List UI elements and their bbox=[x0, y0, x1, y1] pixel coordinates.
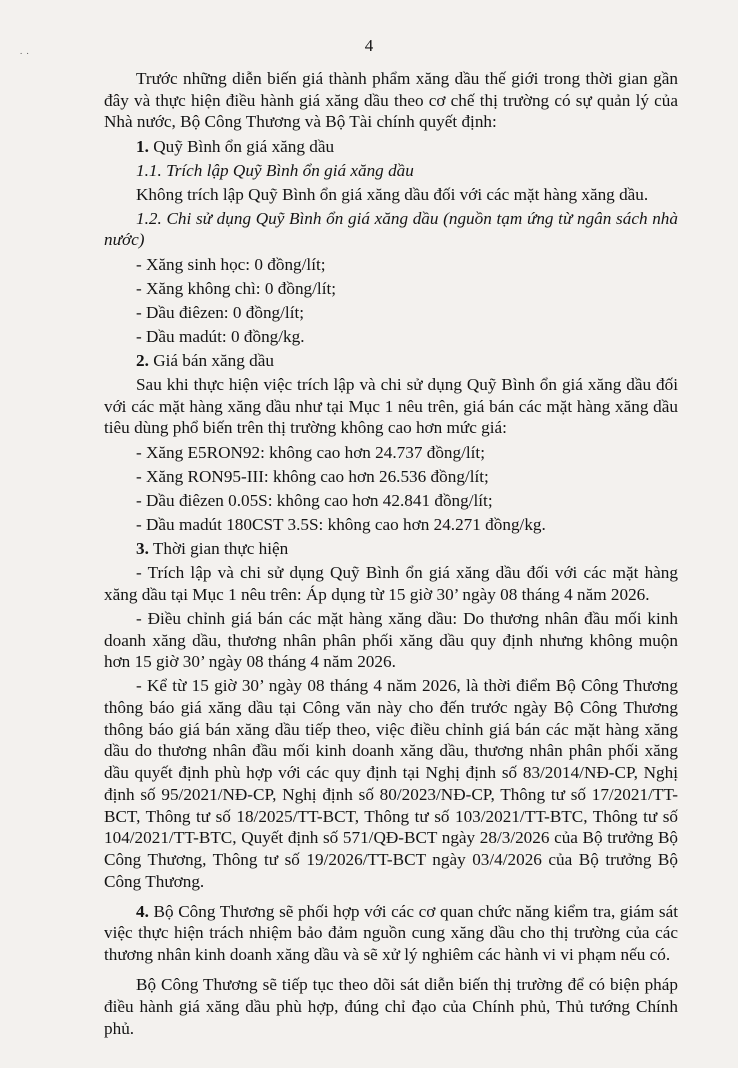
section-1-title: Quỹ Bình ổn giá xăng dầu bbox=[153, 136, 335, 156]
section-1-1-title: 1.1. Trích lập Quỹ Bình ổn giá xăng dầu bbox=[136, 160, 414, 180]
document-body bbox=[104, 68, 678, 1042]
price-item: - Xăng E5RON92: không cao hơn 24.737 đồng/lít; bbox=[136, 442, 485, 462]
section-1-item: - Dầu điêzen: 0 đồng/lít; bbox=[136, 302, 305, 322]
section-2-heading bbox=[104, 350, 678, 372]
price-item: - Dầu madút 180CST 3.5S: không cao hơn 24.271 đồng/kg. bbox=[136, 514, 546, 534]
section-4-paragraph bbox=[104, 901, 678, 966]
section-2-title: Giá bán xăng dầu bbox=[153, 350, 274, 370]
page-number: 4 bbox=[364, 36, 374, 55]
section-3-paragraph: - Trích lập và chi sử dụng Quỹ Bình ổn giá xăng dầu đối với các mặt hàng xăng dầu tại Mục 1 nêu trên: Áp dụng từ 15 giờ 30’ ngày 08 tháng 4 năm 2026. bbox=[104, 563, 678, 604]
price-item: - Dầu điêzen 0.05S: không cao hơn 42.841 đồng/lít; bbox=[136, 490, 493, 510]
section-1-item: - Xăng sinh học: 0 đồng/lít; bbox=[136, 254, 326, 274]
section-1-number: 1. bbox=[136, 136, 149, 156]
closing-paragraph: Bộ Công Thương sẽ tiếp tục theo dõi sát diễn biến thị trường để có biện pháp điều hành giá xăng dầu phù hợp, đúng chỉ đạo của Chính phủ, Thủ tướng Chính phủ. bbox=[104, 975, 678, 1038]
section-3-heading bbox=[104, 538, 678, 560]
scan-speck: . . bbox=[20, 46, 30, 56]
section-1-1-text: Không trích lập Quỹ Bình ổn giá xăng dầu đối với các mặt hàng xăng dầu. bbox=[136, 184, 649, 204]
intro-paragraph: Trước những diễn biến giá thành phẩm xăng dầu thế giới trong thời gian gần đây và thực hiện điều hành giá xăng dầu theo cơ chế thị trường có sự quản lý của Nhà nước, Bộ Công Thương và Bộ Tài chính quyết định: bbox=[104, 69, 678, 132]
section-2-number: 2. bbox=[136, 350, 149, 370]
section-3-number: 3. bbox=[136, 538, 149, 558]
section-3-title: Thời gian thực hiện bbox=[152, 538, 289, 558]
section-1-item: - Dầu madút: 0 đồng/kg. bbox=[136, 326, 305, 346]
section-4-number: 4. bbox=[136, 901, 149, 921]
price-item: - Xăng RON95-III: không cao hơn 26.536 đồng/lít; bbox=[136, 466, 489, 486]
section-1-item: - Xăng không chì: 0 đồng/lít; bbox=[136, 278, 337, 298]
section-2-text: Sau khi thực hiện việc trích lập và chi sử dụng Quỹ Bình ổn giá xăng dầu đối với các mặt hàng xăng dầu như tại Mục 1 nêu trên, giá bán các mặt hàng xăng dầu tiêu dùng phổ biến trên thị trường không cao hơn mức giá: bbox=[104, 375, 678, 438]
section-1-2-title: 1.2. Chi sử dụng Quỹ Bình ổn giá xăng dầu (nguồn tạm ứng từ ngân sách nhà nước) bbox=[104, 208, 678, 250]
section-4-text: Bộ Công Thương sẽ phối hợp với các cơ quan chức năng kiểm tra, giám sát việc thực hiện trách nhiệm bảo đảm nguồn cung xăng dầu cho thị trường của các thương nhân kinh doanh xăng dầu và sẽ xử lý nghiêm các hành vi vi phạm nếu có. bbox=[104, 901, 679, 965]
section-3-paragraph: - Điều chỉnh giá bán các mặt hàng xăng dầu: Do thương nhân đầu mối kinh doanh xăng dầu, thương nhân phân phối xăng dầu quy định nhưng không muộn hơn 15 giờ 30’ ngày 08 tháng 4 năm 2026. bbox=[104, 608, 678, 672]
section-1-heading bbox=[104, 136, 678, 158]
section-3-paragraph: - Kể từ 15 giờ 30’ ngày 08 tháng 4 năm 2026, là thời điểm Bộ Công Thương thông báo giá xăng dầu tại Công văn này cho đến trước ngày Bộ Công Thương thông báo giá bán xăng dầu tiếp theo, việc điều chỉnh giá bán các mặt hàng xăng dầu do thương nhân đầu mối kinh doanh xăng dầu, thương nhân phân phối xăng dầu quyết định phù hợp với các quy định tại Nghị định số 83/2014/NĐ-CP, Nghị định số 95/2021/NĐ-CP, Nghị định số 80/2023/NĐ-CP, Thông tư số 17/2021/TT-BCT, Thông tư số 18/2025/TT-BCT, Thông tư số 103/2021/TT-BTC, Thông tư số 104/2021/TT-BTC, Quyết định số 571/QĐ-BCT ngày 28/3/2026 của Bộ trưởng Bộ Công Thương, Thông tư số 19/2026/TT-BCT ngày 03/4/2026 của Bộ trưởng Bộ Công Thương. bbox=[104, 676, 678, 891]
